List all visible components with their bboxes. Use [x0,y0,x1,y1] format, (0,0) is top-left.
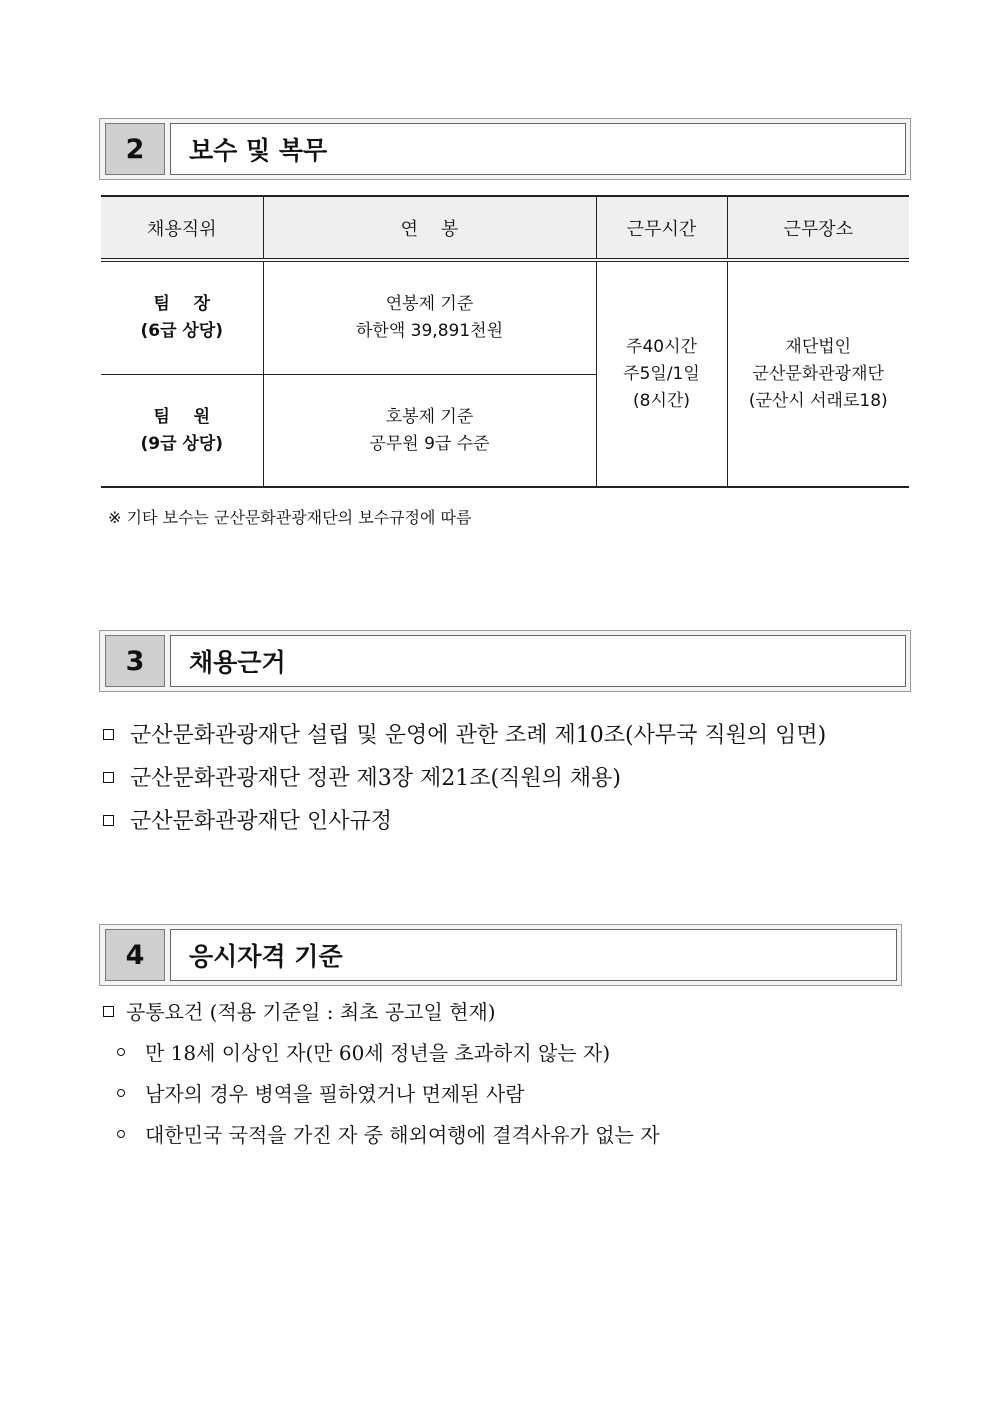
requirement-text: 남자의 경우 병역을 필하였거나 면제된 사람 [145,1082,525,1106]
place-line: 재단법인 [785,336,852,357]
section-title: 보수 및 복무 [170,123,906,175]
hours-line: (8시간) [633,390,690,411]
requirement-item [117,1119,660,1148]
salary-amount: 공무원 9급 수준 [369,433,490,454]
header-position: 채용직위 [101,196,263,260]
legal-basis-text: 군산문화관광재단 정관 제3장 제21조(직원의 채용) [130,766,621,791]
position-grade: (9급 상당) [140,433,224,454]
checkbox-bullet-icon [103,815,114,826]
section-number: 2 [105,123,165,175]
requirement-text: 대한민국 국적을 가진 자 중 해외여행에 결격사유가 없는 자 [145,1123,660,1147]
header-hours: 근무시간 [596,196,727,260]
section-title: 채용근거 [170,635,906,687]
hours-line: 주40시간 [626,336,697,357]
legal-basis-text: 군산문화관광재단 인사규정 [130,809,393,834]
legal-basis-item [103,804,392,835]
header-place: 근무장소 [727,196,909,260]
requirement-text: 만 18세 이상인 자(만 60세 정년을 초과하지 않는 자) [145,1041,611,1065]
circle-bullet-icon [117,1089,125,1097]
place-line: 군산문화관광재단 [752,363,884,384]
salary-amount: 하한액 39,891천원 [356,321,503,341]
requirements-heading [103,996,496,1025]
header-salary: 연 봉 [263,196,596,260]
requirement-item [117,1037,610,1066]
table-row [101,260,909,375]
position-title: 팀 원 [153,406,211,427]
hours-cell [596,260,727,487]
checkbox-bullet-icon [103,772,114,783]
checkbox-bullet-icon [103,1006,114,1017]
salary-basis: 호봉제 기준 [385,406,474,427]
section-4-header [99,924,902,986]
section-2-header [99,118,911,180]
legal-basis-text: 군산문화관광재단 설립 및 운영에 관한 조례 제10조(사무국 직원의 임면) [130,723,827,748]
position-title: 팀 장 [153,294,211,314]
checkbox-bullet-icon [103,729,114,740]
legal-basis-item [103,718,826,749]
requirements-heading-text: 공통요건 (적용 기준일 : 최초 공고일 현재) [126,1000,496,1024]
legal-basis-item [103,761,621,792]
requirement-item [117,1078,525,1107]
section-title: 응시자격 기준 [170,929,897,981]
position-cell [101,375,263,488]
salary-note: ※ 기타 보수는 군산문화관광재단의 보수규정에 따름 [108,508,472,527]
salary-cell [263,260,596,375]
position-cell [101,260,263,375]
section-number: 4 [105,929,165,981]
hours-line: 주5일/1일 [623,363,700,384]
position-grade: (6급 상당) [140,321,224,341]
place-line: (군산시 서래로18) [748,390,888,411]
salary-basis: 연봉제 기준 [385,294,474,314]
salary-table [101,195,909,488]
salary-cell [263,375,596,488]
circle-bullet-icon [117,1130,125,1138]
section-number: 3 [105,635,165,687]
circle-bullet-icon [117,1048,125,1056]
place-cell [727,260,909,487]
section-3-header [99,630,911,692]
